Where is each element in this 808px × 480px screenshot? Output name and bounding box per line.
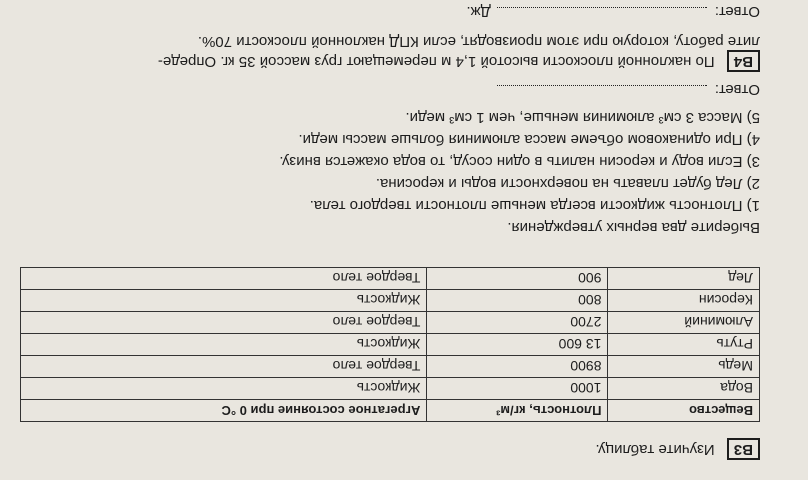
task-b3-label: B3 xyxy=(727,438,760,460)
table-header-cell: Агрегатное состояние при 0 °С xyxy=(21,400,427,422)
task-b4-text-line1: По наклонной плоскости высотой 1,4 м перемещают груз массой 35 кг. Опреде- xyxy=(157,53,715,70)
option-item: 1) Плотность жидкости всегда меньше плотности твердого тела. xyxy=(309,197,760,214)
option-item: 3) Если воду и керосин налить в один сосуд, то вода окажется внизу. xyxy=(279,153,760,170)
task-b3-answer xyxy=(497,81,760,100)
answer-line xyxy=(497,7,707,22)
table-cell: 8900 xyxy=(427,356,608,378)
table-cell: 900 xyxy=(427,268,608,290)
task-b4-answer xyxy=(466,3,760,22)
table-row xyxy=(21,268,760,290)
table-row xyxy=(21,378,760,400)
table-cell: Керосин xyxy=(608,290,760,312)
table-cell: Ртуть xyxy=(608,334,760,356)
answer-label: Ответ: xyxy=(714,81,760,98)
table-cell: Жидкость xyxy=(21,378,427,400)
table-cell: Алюминий xyxy=(608,312,760,334)
answer-label: Ответ: xyxy=(714,3,760,20)
task-b3-title: Изучите таблицу. xyxy=(595,441,715,458)
task-b3-header xyxy=(595,438,760,460)
table-cell: Медь xyxy=(608,356,760,378)
table-header-cell: Вещество xyxy=(608,400,760,422)
task-b4-line1 xyxy=(158,50,760,72)
table-cell: Твердое тело xyxy=(21,312,427,334)
table-cell: Вода xyxy=(608,378,760,400)
table-row xyxy=(21,290,760,312)
table-header-row xyxy=(21,400,760,422)
task-b4-label: B4 xyxy=(727,50,760,72)
table-cell: 800 xyxy=(427,290,608,312)
table-cell: 1000 xyxy=(427,378,608,400)
table-cell: 2700 xyxy=(427,312,608,334)
task-b3-question: Выберите два верных утверждения. xyxy=(507,219,760,236)
table-row xyxy=(21,312,760,334)
answer-line xyxy=(497,85,707,100)
task-b4-text-line2: лите работу, которую при этом производят, если КПД наклонной плоскости 70%. xyxy=(197,33,760,50)
option-item: 2) Лед будет плавать на поверхности воды и керосина. xyxy=(375,175,760,192)
table-row xyxy=(21,356,760,378)
option-item: 5) Масса 3 см³ алюминия меньше, чем 1 см³ меди. xyxy=(405,109,760,126)
table-cell: Лед xyxy=(608,268,760,290)
table-cell: Твердое тело xyxy=(21,268,427,290)
answer-unit: Дж. xyxy=(466,3,491,20)
table-header-cell: Плотность, кг/м³ xyxy=(427,400,608,422)
table-cell: Твердое тело xyxy=(21,356,427,378)
density-table xyxy=(20,267,760,422)
table-row xyxy=(21,334,760,356)
option-item: 4) При одинаковом объеме масса алюминия больше массы меди. xyxy=(298,131,760,148)
table-cell: Жидкость xyxy=(21,334,427,356)
table-cell: 13 600 xyxy=(427,334,608,356)
table-cell: Жидкость xyxy=(21,290,427,312)
